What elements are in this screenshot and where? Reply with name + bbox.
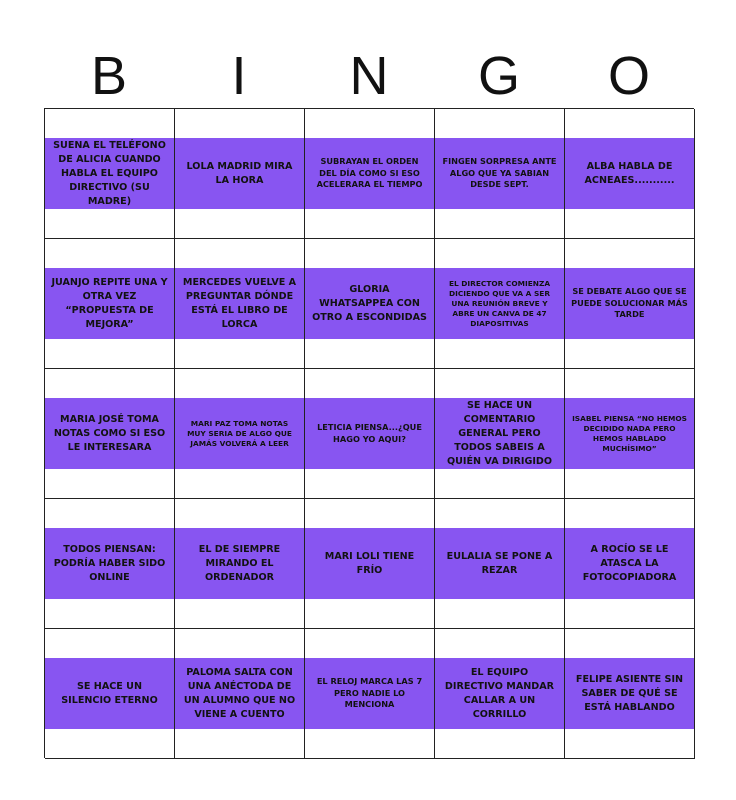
cell-text: MERCEDES VUELVE A PREGUNTAR DÓNDE ESTÁ EL LIBRO DE LORCA <box>182 276 297 330</box>
bingo-cell-r5-c4[interactable] <box>435 629 565 759</box>
bingo-cell-r4-c2[interactable] <box>175 499 305 629</box>
bingo-board <box>44 108 694 758</box>
cell-band <box>45 398 174 469</box>
cell-band <box>565 138 694 209</box>
cell-band <box>435 138 564 209</box>
bingo-cell-r5-c1[interactable] <box>45 629 175 759</box>
header-letter-g: G <box>477 46 520 106</box>
cell-text: JUANJO REPITE UNA Y OTRA VEZ “PROPUESTA DE MEJORA” <box>51 276 168 330</box>
bingo-cell-r2-c5[interactable] <box>565 239 695 369</box>
bingo-cell-r1-c1[interactable] <box>45 109 175 239</box>
cell-text: EL EQUIPO DIRECTIVO MANDAR CALLAR A UN CORRILLO <box>444 666 555 720</box>
cell-text: EL DE SIEMPRE MIRANDO EL ORDENADOR <box>198 543 281 583</box>
cell-text: ISABEL PIENSA “NO HEMOS DECIDIDO NADA PERO HEMOS HABLADO MUCHÍSIMO” <box>572 413 687 453</box>
header-letter-i: I <box>231 46 247 106</box>
header-letter-n: N <box>349 46 389 106</box>
bingo-cell-r5-c2[interactable] <box>175 629 305 759</box>
cell-text: FELIPE ASIENTE SIN SABER DE QUÉ SE ESTÁ HABLANDO <box>575 673 684 713</box>
bingo-cell-r3-c4[interactable] <box>435 369 565 499</box>
cell-band <box>45 268 174 339</box>
cell-band <box>565 398 694 469</box>
cell-text: EL RELOJ MARCA LAS 7 PERO NADIE LO MENCIONA <box>316 676 423 710</box>
cell-band <box>435 398 564 469</box>
bingo-cell-r2-c2[interactable] <box>175 239 305 369</box>
cell-band <box>175 658 304 729</box>
bingo-cell-r3-c3[interactable] <box>305 369 435 499</box>
header-letter-b: B <box>90 46 128 106</box>
bingo-cell-r2-c3[interactable] <box>305 239 435 369</box>
cell-band <box>565 268 694 339</box>
cell-band <box>565 528 694 599</box>
bingo-cell-r4-c4[interactable] <box>435 499 565 629</box>
cell-band <box>175 138 304 209</box>
cell-text: LOLA MADRID MIRA LA HORA <box>186 160 293 186</box>
cell-text: GLORIA WHATSAPPEA CON OTRO A ESCONDIDAS <box>312 283 427 323</box>
cell-text: SE HACE UN SILENCIO ETERNO <box>61 680 158 706</box>
cell-band <box>305 268 434 339</box>
bingo-cell-r4-c5[interactable] <box>565 499 695 629</box>
cell-text: MARIA JOSÉ TOMA NOTAS COMO SI ESO LE INTERESARA <box>53 413 166 453</box>
cell-text: SE DEBATE ALGO QUE SE PUEDE SOLUCIONAR MÁS TARDE <box>571 286 688 320</box>
cell-band <box>305 138 434 209</box>
cell-band <box>175 398 304 469</box>
cell-band <box>305 398 434 469</box>
bingo-cell-r3-c1[interactable] <box>45 369 175 499</box>
cell-band <box>565 658 694 729</box>
cell-band <box>435 268 564 339</box>
cell-band <box>435 528 564 599</box>
cell-band <box>45 528 174 599</box>
bingo-cell-r3-c5[interactable] <box>565 369 695 499</box>
cell-text: SUBRAYAN EL ORDEN DEL DÍA COMO SI ESO ACELERARA EL TIEMPO <box>316 156 423 190</box>
bingo-cell-r2-c4[interactable] <box>435 239 565 369</box>
cell-text: ALBA HABLA DE ACNEAES........... <box>584 160 675 186</box>
cell-text: MARI PAZ TOMA NOTAS MUY SERIA DE ALGO QUE JAMÁS VOLVERÁ A LEER <box>187 418 292 448</box>
bingo-cell-r1-c5[interactable] <box>565 109 695 239</box>
cell-text: FINGEN SORPRESA ANTE ALGO QUE YA SABIAN DESDE SEPT. <box>442 156 557 190</box>
bingo-header <box>44 44 694 108</box>
bingo-cell-r4-c3[interactable] <box>305 499 435 629</box>
bingo-cell-r1-c4[interactable] <box>435 109 565 239</box>
cell-text: TODOS PIENSAN: PODRÍA HABER SIDO ONLINE <box>53 543 166 583</box>
cell-text: SE HACE UN COMENTARIO GENERAL PERO TODOS SABEIS A QUIÉN VA DIRIGIDO <box>446 399 553 467</box>
cell-band <box>435 658 564 729</box>
cell-band <box>175 268 304 339</box>
cell-text: LETICIA PIENSA...¿QUE HAGO YO AQUI? <box>317 422 422 444</box>
bingo-cell-r1-c3[interactable] <box>305 109 435 239</box>
header-letter-o: O <box>607 46 650 106</box>
cell-text: EL DIRECTOR COMIENZA DICIENDO QUE VA A SER UNA REUNIÓN BREVE Y ABRE UN CANVA DE 47 DIAPOSITIVAS <box>448 278 551 328</box>
bingo-cell-r5-c3[interactable] <box>305 629 435 759</box>
cell-text: A ROCÍO SE LE ATASCA LA FOTOCOPIADORA <box>582 543 677 583</box>
bingo-cell-r3-c2[interactable] <box>175 369 305 499</box>
cell-band <box>175 528 304 599</box>
cell-band <box>305 528 434 599</box>
bingo-cell-r4-c1[interactable] <box>45 499 175 629</box>
cell-text: PALOMA SALTA CON UNA ANÉCTODA DE UN ALUMNO QUE NO VIENE A CUENTO <box>183 666 296 720</box>
bingo-cell-r5-c5[interactable] <box>565 629 695 759</box>
cell-band <box>45 658 174 729</box>
cell-text: SUENA EL TELÉFONO DE ALICIA CUANDO HABLA EL EQUIPO DIRECTIVO (SU MADRE) <box>53 139 166 207</box>
cell-band <box>305 658 434 729</box>
bingo-cell-r1-c2[interactable] <box>175 109 305 239</box>
cell-text: EULALIA SE PONE A REZAR <box>446 550 553 576</box>
cell-text: MARI LOLI TIENE FRÍO <box>324 550 415 576</box>
cell-band <box>45 138 174 209</box>
bingo-cell-r2-c1[interactable] <box>45 239 175 369</box>
